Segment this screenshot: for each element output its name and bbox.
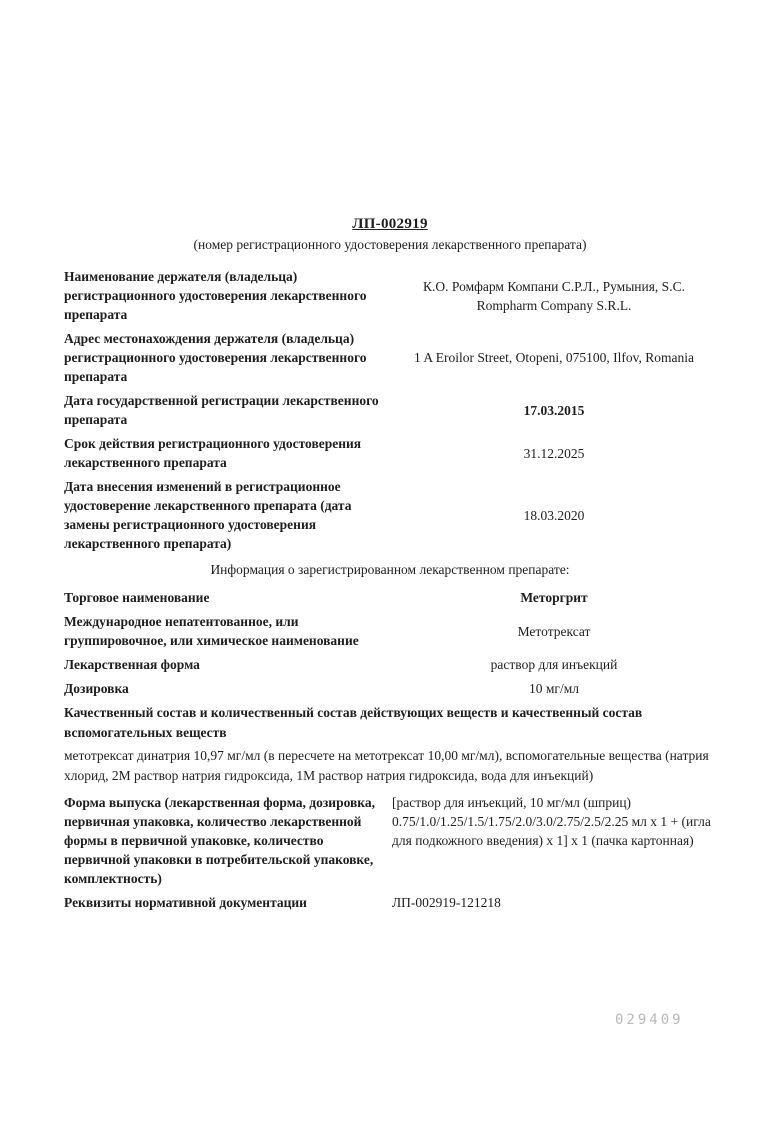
field-label: Адрес местонахождения держателя (владельца) регистрационного удостоверения лекарственного препарата	[64, 331, 367, 384]
field-row-amendment-date	[64, 477, 716, 553]
field-label: Дата государственной регистрации лекарственного препарата	[64, 393, 379, 427]
field-value: Метотрексат	[517, 623, 591, 639]
field-value: ЛП-002919-121218	[392, 895, 501, 910]
field-value: 31.12.2025	[523, 445, 585, 461]
field-row-registration-date	[64, 391, 716, 429]
field-label: Форма выпуска (лекарственная форма, дозировка, первичная упаковка, количество лекарственной формы в первичной упаковке, количество первичной упаковки в потребительской упаковке, комплектность)	[64, 795, 375, 886]
document-content	[64, 214, 716, 917]
document-header	[64, 214, 716, 254]
composition-body: метотрексат динатрия 10,97 мг/мл (в пересчете на метотрексат 10,00 мг/мл), вспомогательные вещества (натрия хлорид, 2М раствор натрия гидроксида, 1М раствор натрия гидроксида, вода для инъекций)	[64, 748, 709, 783]
field-label: Наименование держателя (владельца) регистрационного удостоверения лекарственного препарата	[64, 269, 367, 322]
field-value: 17.03.2015	[523, 402, 585, 418]
field-label: Дата внесения изменений в регистрационное удостоверение лекарственного препарата (дата замены регистрационного удостоверения лекарственного препарата)	[64, 479, 352, 551]
field-row-trade-name	[64, 588, 716, 607]
field-row-holder-name	[64, 267, 716, 324]
registered-drug-info-heading: Информация о зарегистрированном лекарственном препарате:	[210, 562, 570, 577]
field-label: Международное непатентованное, или группировочное, или химическое наименование	[64, 614, 359, 648]
registration-number: ЛП-002919	[352, 216, 428, 232]
field-row-inn-name	[64, 612, 716, 650]
field-row-holder-address	[64, 329, 716, 386]
field-label: Лекарственная форма	[64, 657, 200, 672]
field-value	[392, 277, 716, 315]
field-row-strength	[64, 679, 716, 698]
field-value: 18.03.2020	[523, 507, 585, 523]
field-label: Дозировка	[64, 681, 129, 696]
field-value: [раствор для инъекций, 10 мг/мл (шприц) 0.75/1.0/1.25/1.5/1.75/2.0/3.0/2.75/2.5/2.25 мл х 1 + (игла для подкожного введения) х 1] х 1 (пачка картонная)	[392, 795, 711, 848]
registration-number-caption: (номер регистрационного удостоверения лекарственного препарата)	[193, 237, 587, 252]
field-value: 1 A Eroilor Street, Otopeni, 075100, Ilfov, Romania	[414, 350, 694, 365]
field-row-dosage-form	[64, 655, 716, 674]
composition-heading: Качественный состав и количественный состав действующих веществ и качественный состав вспомогательных веществ	[64, 705, 643, 740]
field-label: Реквизиты нормативной документации	[64, 895, 307, 910]
field-value: Меторгрит	[520, 590, 588, 605]
holder-name-value: К.О. Ромфарм Компани С.Р.Л., Румыния, S.C. Rompharm Company S.R.L.	[423, 278, 685, 313]
field-row-release-form	[64, 793, 716, 888]
field-label: Торговое наименование	[64, 590, 210, 605]
page-stamp-number: 029409	[615, 1012, 684, 1028]
field-label: Срок действия регистрационного удостоверения лекарственного препарата	[64, 436, 362, 470]
field-row-normative-docs	[64, 893, 716, 912]
field-row-validity-term	[64, 434, 716, 472]
field-value: 10 мг/мл	[529, 681, 579, 696]
field-value: раствор для инъекций	[490, 657, 618, 672]
